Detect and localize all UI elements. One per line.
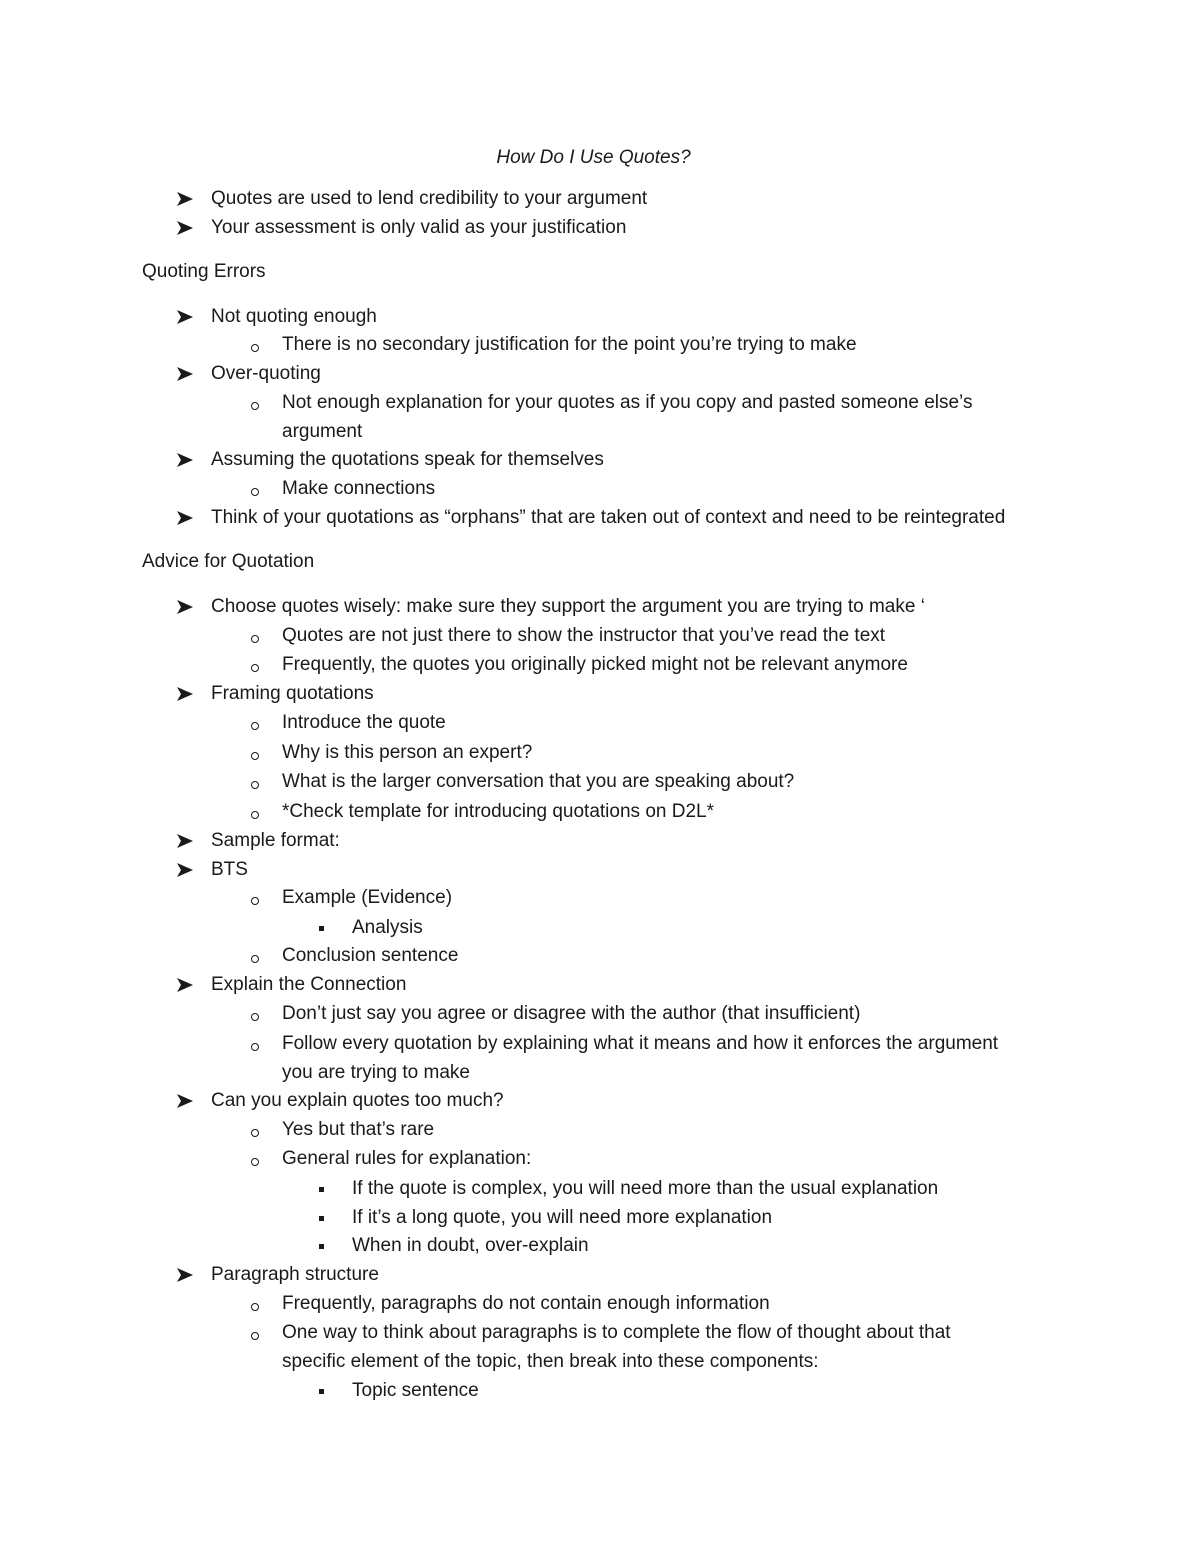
list-item-continuation: specific element of the topic, then break into these components:: [282, 1351, 819, 1372]
circle-bullet-icon: [250, 1030, 260, 1058]
list-item: Example (Evidence): [282, 887, 453, 908]
square-bullet-icon: [318, 1232, 326, 1260]
list-item: Yes but that’s rare: [282, 1119, 435, 1140]
arrow-bullet-icon: [176, 504, 194, 532]
circle-bullet-icon: [250, 622, 260, 650]
section-heading-advice: Advice for Quotation: [142, 551, 315, 572]
list-item: Think of your quotations as “orphans” that are taken out of context and need to be reintegrated: [211, 507, 1006, 528]
list-item: BTS: [211, 859, 248, 880]
circle-bullet-icon: [250, 768, 260, 796]
arrow-bullet-icon: [176, 446, 194, 474]
list-item: Not quoting enough: [211, 306, 377, 327]
arrow-bullet-icon: [176, 680, 194, 708]
circle-bullet-icon: [250, 942, 260, 970]
list-item: Choose quotes wisely: make sure they support the argument you are trying to make ‘: [211, 596, 925, 617]
arrow-bullet-icon: [176, 971, 194, 999]
circle-bullet-icon: [250, 331, 260, 359]
list-item: Follow every quotation by explaining what it means and how it enforces the argument: [282, 1033, 999, 1054]
list-item: Frequently, the quotes you originally picked might not be relevant anymore: [282, 654, 908, 675]
list-item: Sample format:: [211, 830, 340, 851]
list-item: Don’t just say you agree or disagree with the author (that insufficient): [282, 1003, 861, 1024]
list-item: Your assessment is only valid as your justification: [211, 217, 627, 238]
circle-bullet-icon: [250, 884, 260, 912]
circle-bullet-icon: [250, 475, 260, 503]
circle-bullet-icon: [250, 1319, 260, 1347]
square-bullet-icon: [318, 1175, 326, 1203]
list-item: Conclusion sentence: [282, 945, 459, 966]
list-item: *Check template for introducing quotations on D2L*: [282, 801, 714, 822]
circle-bullet-icon: [250, 1116, 260, 1144]
list-item-continuation: argument: [282, 421, 363, 442]
list-item: Paragraph structure: [211, 1264, 379, 1285]
list-item: What is the larger conversation that you are speaking about?: [282, 771, 795, 792]
square-bullet-icon: [318, 914, 326, 942]
list-item: Quotes are used to lend credibility to your argument: [211, 188, 648, 209]
list-item: Framing quotations: [211, 683, 374, 704]
arrow-bullet-icon: [176, 1261, 194, 1289]
list-item: If the quote is complex, you will need more than the usual explanation: [352, 1178, 939, 1199]
arrow-bullet-icon: [176, 827, 194, 855]
arrow-bullet-icon: [176, 593, 194, 621]
circle-bullet-icon: [250, 389, 260, 417]
list-item: Why is this person an expert?: [282, 742, 533, 763]
circle-bullet-icon: [250, 1000, 260, 1028]
arrow-bullet-icon: [176, 360, 194, 388]
list-item: Over-quoting: [211, 363, 321, 384]
circle-bullet-icon: [250, 798, 260, 826]
list-item: General rules for explanation:: [282, 1148, 532, 1169]
square-bullet-icon: [318, 1377, 326, 1405]
list-item: There is no secondary justification for the point you’re trying to make: [282, 334, 857, 355]
section-heading-quoting-errors: Quoting Errors: [142, 261, 266, 282]
list-item: Introduce the quote: [282, 712, 446, 733]
square-bullet-icon: [318, 1204, 326, 1232]
list-item: Assuming the quotations speak for themselves: [211, 449, 604, 470]
arrow-bullet-icon: [176, 303, 194, 331]
arrow-bullet-icon: [176, 1087, 194, 1115]
arrow-bullet-icon: [176, 856, 194, 884]
circle-bullet-icon: [250, 651, 260, 679]
arrow-bullet-icon: [176, 214, 194, 242]
list-item: If it’s a long quote, you will need more explanation: [352, 1207, 773, 1228]
list-item: Frequently, paragraphs do not contain enough information: [282, 1293, 770, 1314]
arrow-bullet-icon: [176, 185, 194, 213]
circle-bullet-icon: [250, 1290, 260, 1318]
list-item: Not enough explanation for your quotes as if you copy and pasted someone else’s: [282, 392, 973, 413]
list-item: Topic sentence: [352, 1380, 479, 1401]
list-item: Explain the Connection: [211, 974, 407, 995]
document-title: How Do I Use Quotes?: [496, 147, 691, 168]
list-item: Make connections: [282, 478, 436, 499]
list-item: Analysis: [352, 917, 423, 938]
circle-bullet-icon: [250, 739, 260, 767]
circle-bullet-icon: [250, 709, 260, 737]
list-item: Can you explain quotes too much?: [211, 1090, 504, 1111]
list-item-continuation: you are trying to make: [282, 1062, 470, 1083]
list-item: Quotes are not just there to show the instructor that you’ve read the text: [282, 625, 886, 646]
circle-bullet-icon: [250, 1145, 260, 1173]
list-item: When in doubt, over-explain: [352, 1235, 589, 1256]
list-item: One way to think about paragraphs is to complete the flow of thought about that: [282, 1322, 951, 1343]
